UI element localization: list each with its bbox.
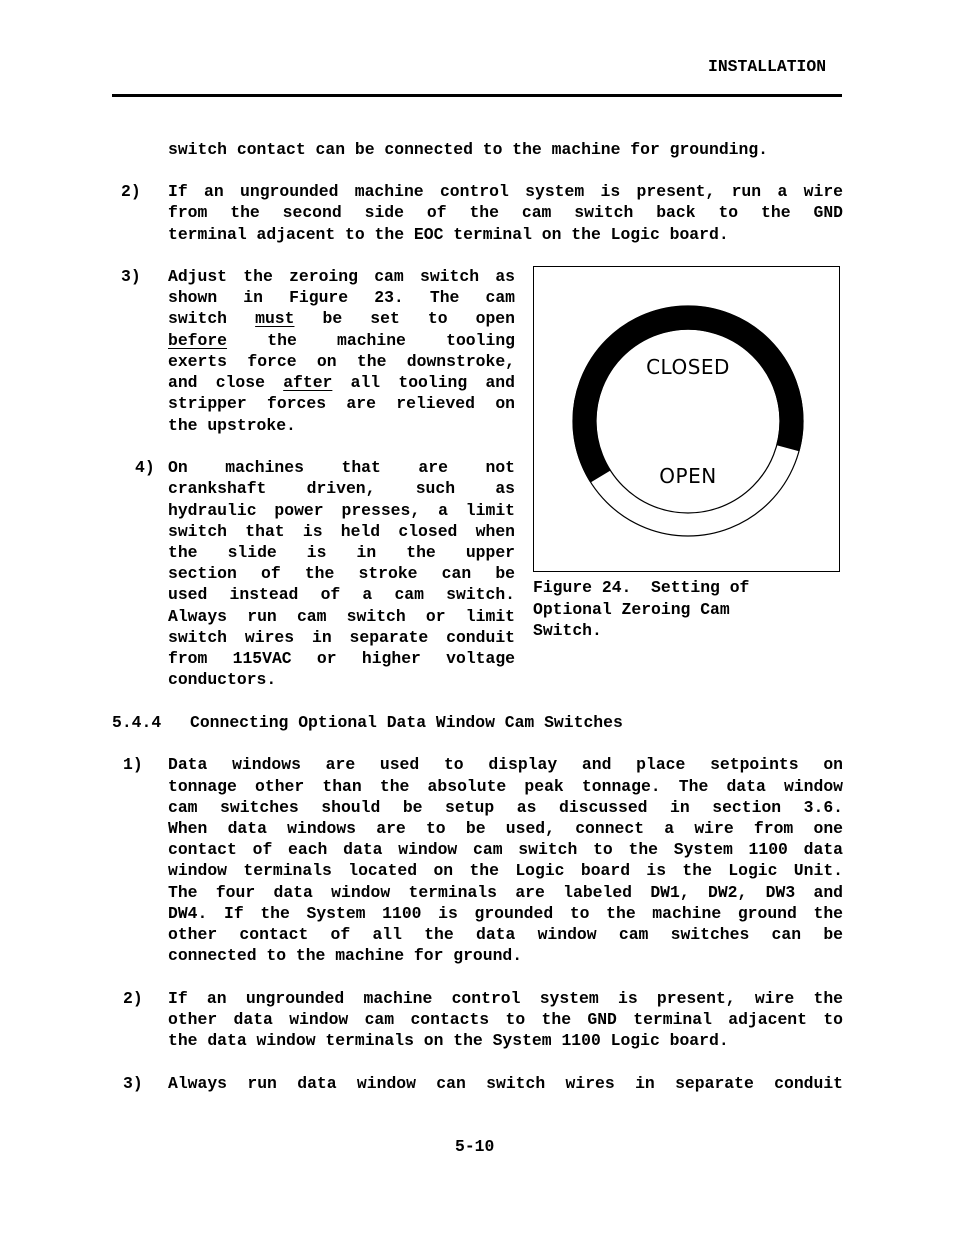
paragraph-line: hydraulic power presses, a limit — [168, 501, 515, 520]
list-item-number: 2) — [121, 182, 141, 201]
text-run: the machine tooling — [267, 331, 515, 350]
paragraph-line: DW4. If the System 1100 is grounded to the machine ground the — [168, 904, 843, 923]
emphasis-before: before — [168, 331, 228, 350]
paragraph-line: Always run data window can switch wires in separate conduit — [168, 1074, 843, 1093]
paragraph-line: conductors. — [168, 670, 277, 689]
paragraph-line: window terminals located on the Logic board is the Logic Unit. — [168, 861, 843, 880]
paragraph-line: Adjust the zeroing cam switch as — [168, 267, 515, 286]
paragraph-line: exerts force on the downstroke, — [168, 352, 515, 371]
intro-line: switch contact can be connected to the machine for grounding. — [168, 140, 768, 159]
closed-label: CLOSED — [646, 355, 730, 379]
paragraph-line: other data window cam contacts to the GND terminal adjacent to — [168, 1010, 843, 1029]
text-run: switch — [168, 309, 228, 328]
paragraph-line: used instead of a cam switch. — [168, 585, 515, 604]
text-run: all tooling and — [350, 373, 515, 392]
paragraph-line: cam switches should be setup as discussed in section 3.6. — [168, 798, 843, 817]
figure-caption-line: Switch. — [533, 621, 602, 640]
paragraph-line: switch wires in separate conduit — [168, 628, 515, 647]
figure-caption-line: Figure 24. Setting of — [533, 578, 750, 597]
paragraph-line: tonnage other than the absolute peak tonnage. The data window — [168, 777, 843, 796]
open-label: OPEN — [659, 464, 717, 488]
list-item-number: 3) — [123, 1074, 143, 1093]
paragraph-line: If an ungrounded machine control system is present, wire the — [168, 989, 843, 1008]
paragraph-line: from 115VAC or higher voltage — [168, 649, 515, 668]
paragraph-line: Always run cam switch or limit — [168, 607, 515, 626]
paragraph-line: When data windows are to be used, connect a wire from one — [168, 819, 843, 838]
paragraph-line: contact of each data window cam switch to the System 1100 data — [168, 840, 843, 859]
cam-dial-diagram — [534, 267, 841, 573]
text-run: and close — [168, 373, 265, 392]
figure-caption-line: Optional Zeroing Cam — [533, 600, 730, 619]
text-run: be set to open — [322, 309, 515, 328]
paragraph-line: crankshaft driven, such as — [168, 479, 515, 498]
list-item-number: 3) — [121, 267, 141, 286]
list-item-number: 4) — [135, 458, 155, 477]
paragraph-line: Data windows are used to display and place setpoints on — [168, 755, 843, 774]
figure-frame — [533, 266, 840, 572]
paragraph-line: shown in Figure 23. The cam — [168, 288, 515, 307]
section-title: Connecting Optional Data Window Cam Switches — [190, 713, 623, 732]
paragraph-line — [168, 330, 515, 351]
paragraph-line: terminal adjacent to the EOC terminal on the Logic board. — [168, 225, 729, 244]
paragraph-line — [168, 372, 515, 393]
list-item-number: 2) — [123, 989, 143, 1008]
emphasis-after: after — [283, 373, 333, 392]
header-rule — [112, 94, 842, 97]
section-number: 5.4.4 — [112, 713, 162, 732]
list-item-number: 1) — [123, 755, 143, 774]
paragraph-line: section of the stroke can be — [168, 564, 515, 583]
paragraph-line: connected to the machine for ground. — [168, 946, 523, 965]
paragraph-line: If an ungrounded machine control system is present, run a wire — [168, 182, 843, 201]
paragraph-line: switch that is held closed when — [168, 522, 515, 541]
page-number: 5-10 — [455, 1137, 495, 1156]
paragraph-line: other contact of all the data window cam switches can be — [168, 925, 843, 944]
paragraph-line: On machines that are not — [168, 458, 515, 477]
paragraph-line: the data window terminals on the System 1100 Logic board. — [168, 1031, 729, 1050]
emphasis-must: must — [255, 309, 295, 328]
paragraph-line: the upstroke. — [168, 416, 296, 435]
header-title: INSTALLATION — [708, 57, 827, 76]
paragraph-line: from the second side of the cam switch back to the GND — [168, 203, 843, 222]
paragraph-line — [168, 308, 515, 329]
paragraph-line: stripper forces are relieved on — [168, 394, 515, 413]
paragraph-line: The four data window terminals are labeled DW1, DW2, DW3 and — [168, 883, 843, 902]
closed-arc-segment — [573, 306, 803, 482]
paragraph-line: the slide is in the upper — [168, 543, 515, 562]
